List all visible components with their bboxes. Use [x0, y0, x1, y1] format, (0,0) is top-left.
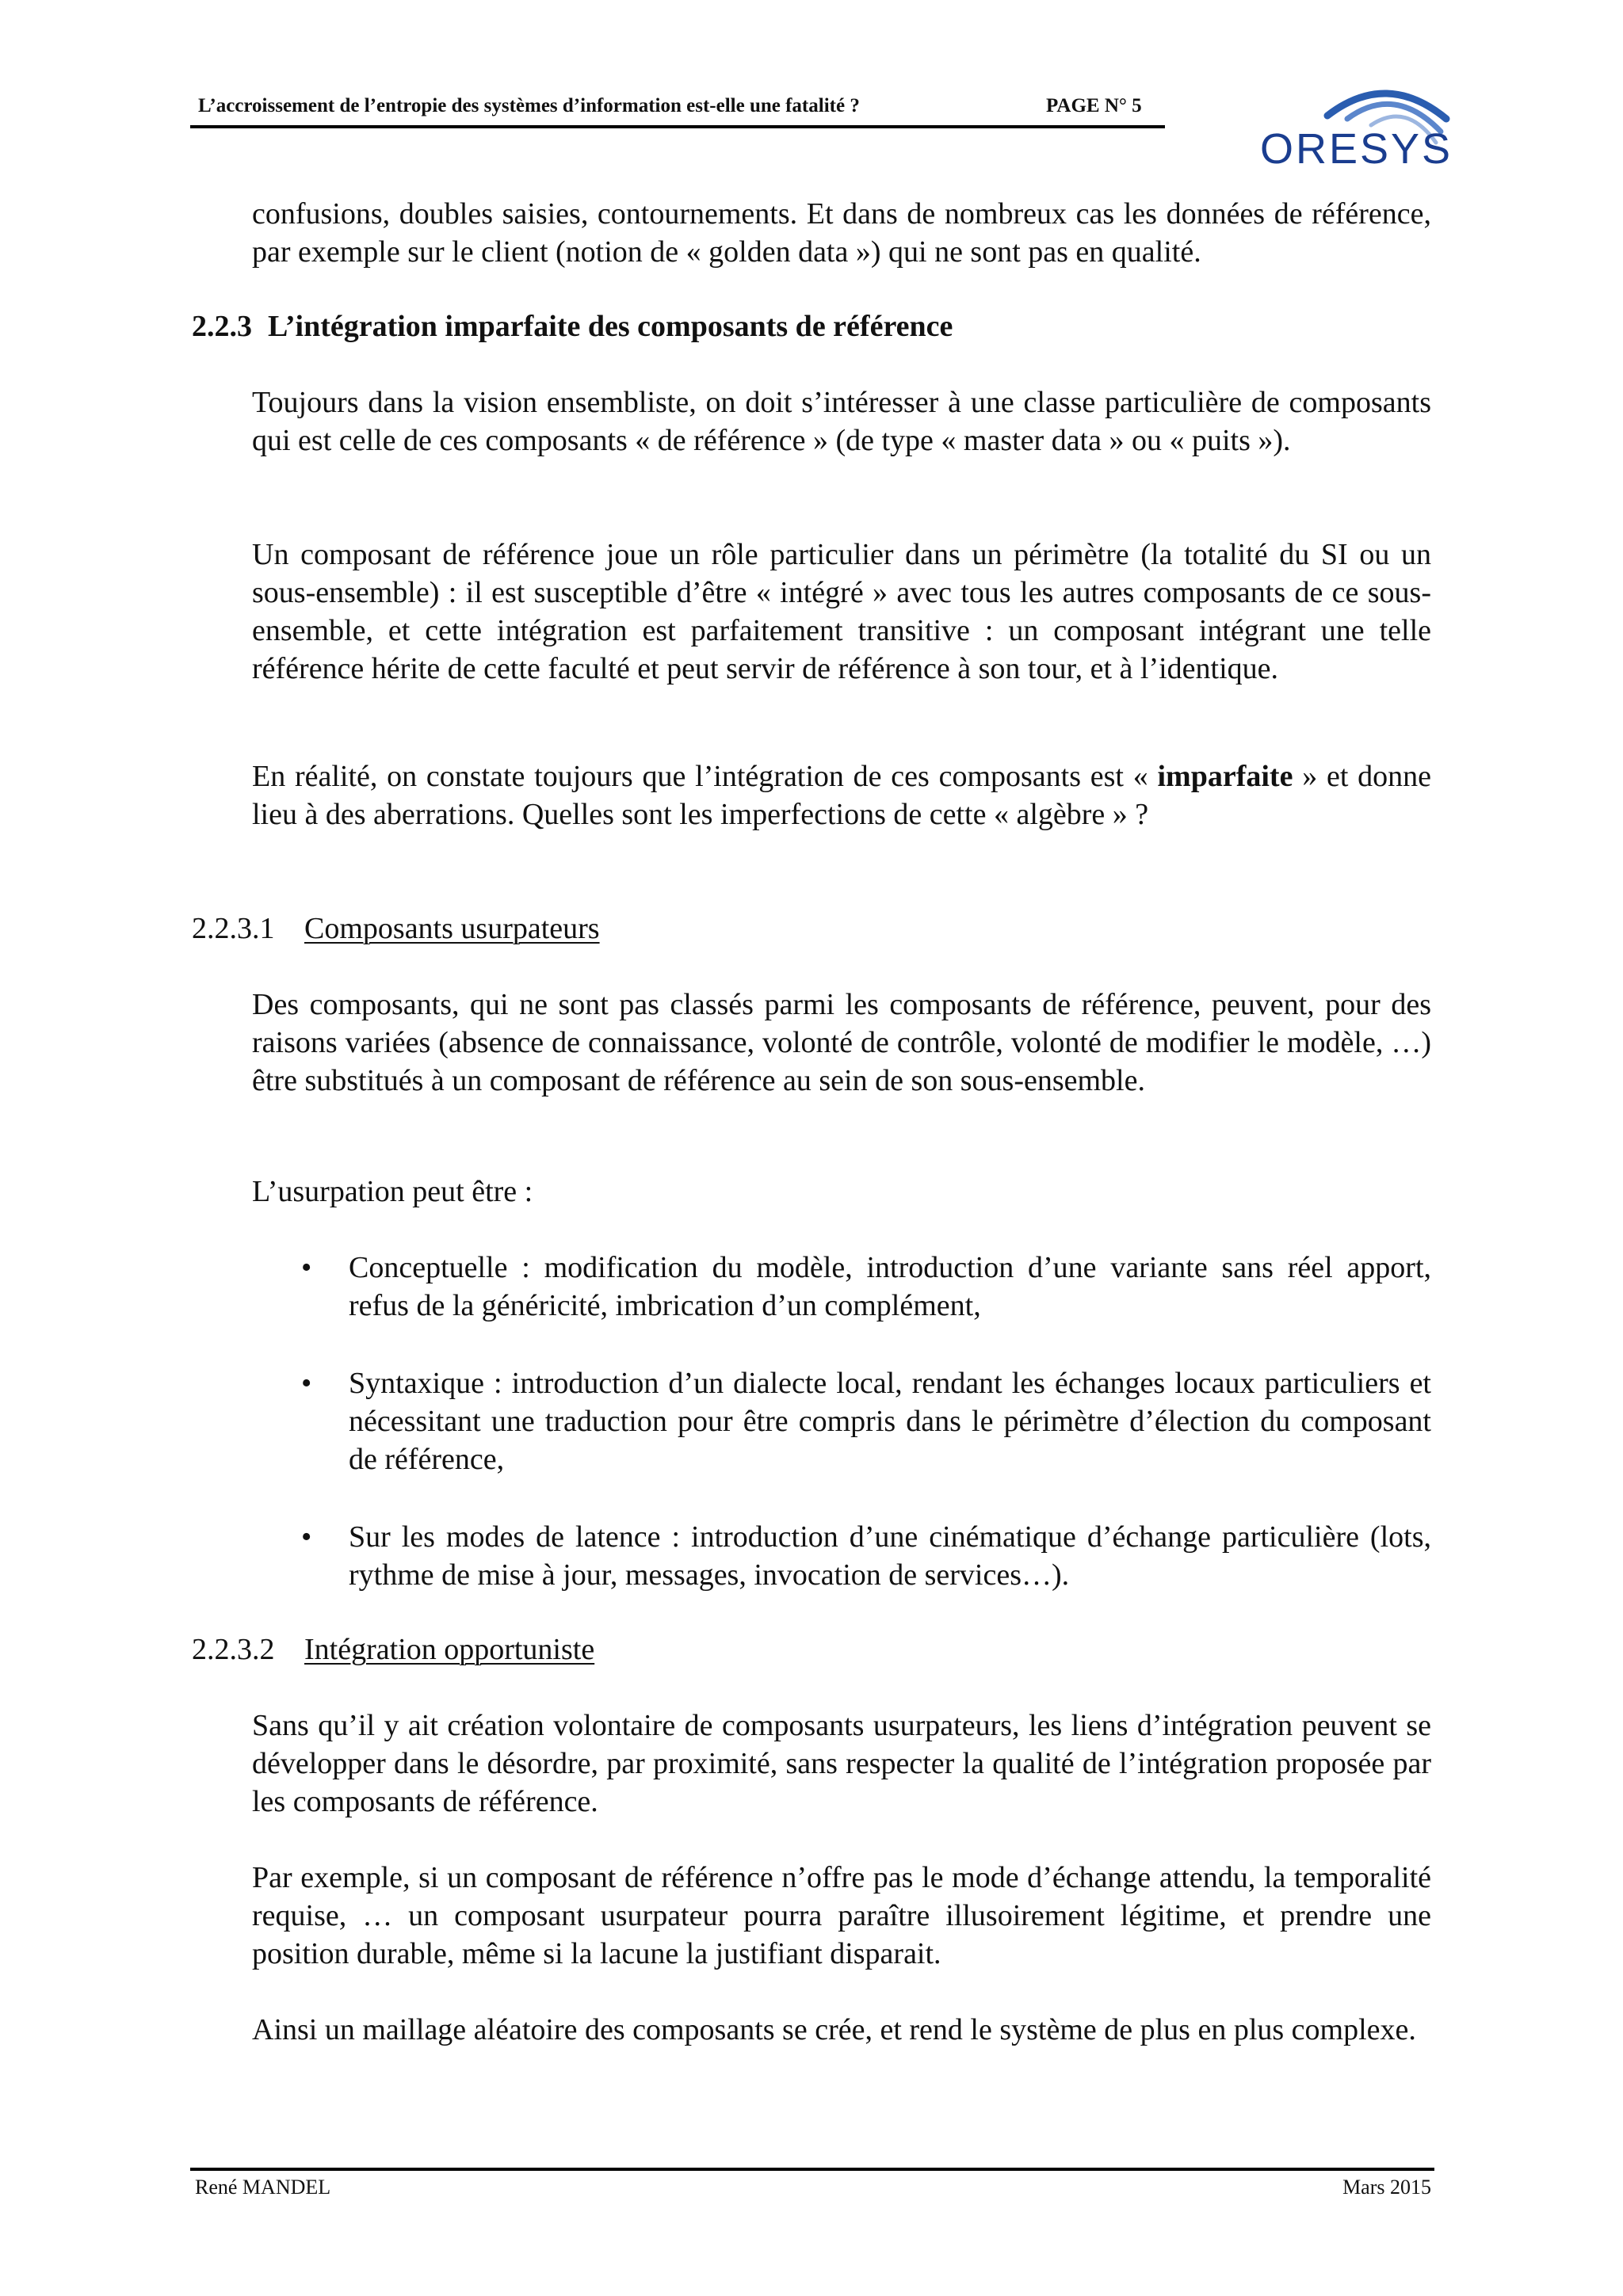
- subsection-number: 2.2.3.1: [192, 912, 275, 945]
- intro-paragraph: confusions, doubles saisies, contournements. Et dans de nombreux cas les données de référence, par exemple sur le client (notion de « golden data ») qui ne sont pas en qualité.: [252, 197, 1431, 269]
- header-rule: [190, 125, 1165, 128]
- section-heading-2-2-3: [192, 309, 953, 344]
- section-2-2-3-1-paragraph-2: L’usurpation peut être :: [252, 1175, 533, 1208]
- subsection-title: Intégration opportuniste: [304, 1633, 595, 1666]
- bullet-item: [301, 1364, 1431, 1478]
- emphasis-imparfaite: imparfaite: [1157, 760, 1293, 793]
- bullet-text: Syntaxique : introduction d’un dialecte local, rendant les échanges locaux particuliers et nécessitant une traduction pour être compris dans le périmètre d’élection du composant de référence,: [349, 1367, 1431, 1476]
- paragraph-text-end: » et donne lieu à des aberrations. Quelles sont les imperfections de cette « algèbre » ?: [252, 760, 1431, 831]
- running-header-title: L’accroissement de l’entropie des systèmes d’information est-elle une fatalité ?: [198, 95, 860, 116]
- section-2-2-3-paragraph-1: Toujours dans la vision ensembliste, on doit s’intéresser à une classe particulière de composants qui est celle de ces composants « de référence » (de type « master data » ou « puits »).: [252, 386, 1431, 457]
- section-title: L’intégration imparfaite des composants de référence: [268, 310, 953, 343]
- oresys-logo: [1252, 70, 1458, 177]
- bullet-dot-icon: •: [301, 1251, 312, 1284]
- logo-text: ORESYS: [1260, 125, 1453, 173]
- paragraph-text-start: En réalité, on constate toujours que l’intégration de ces composants est «: [252, 760, 1158, 793]
- footer-date: Mars 2015: [1342, 2176, 1431, 2199]
- subsection-heading-2-2-3-2: [192, 1632, 594, 1667]
- section-number: 2.2.3: [192, 310, 252, 343]
- section-2-2-3-2-paragraph-2: Par exemple, si un composant de référence n’offre pas le mode d’échange attendu, la temporalité requise, … un composant usurpateur pourra paraître illusoirement légitime, et prendre une position durable, même si la lacune la justifiant disparait.: [252, 1861, 1431, 1970]
- footer-author: René MANDEL: [195, 2176, 331, 2199]
- bullet-text: Conceptuelle : modification du modèle, introduction d’une variante sans réel apport, refus de la généricité, imbrication d’un complément,: [349, 1251, 1431, 1322]
- page-number: PAGE N° 5: [1046, 95, 1142, 116]
- section-2-2-3-paragraph-2: Un composant de référence joue un rôle particulier dans un périmètre (la totalité du SI ou un sous-ensemble) : il est susceptible d’être « intégré » avec tous les autres composants de ce sous-ensemble, et cette intégration est parfaitement transitive : un composant intégrant une telle référence hérite de cette faculté et peut servir de référence à son tour, et à l’identique.: [252, 538, 1431, 685]
- section-2-2-3-1-paragraph-1: Des composants, qui ne sont pas classés parmi les composants de référence, peuvent, pour des raisons variées (absence de connaissance, volonté de contrôle, volonté de modifier le modèle, …) être substitués à un composant de référence au sein de son sous-ensemble.: [252, 988, 1431, 1097]
- bullet-dot-icon: •: [301, 1520, 312, 1554]
- section-2-2-3-2-paragraph-1: Sans qu’il y ait création volontaire de composants usurpateurs, les liens d’intégration peuvent se développer dans le désordre, par proximité, sans respecter la qualité de l’intégration proposée par les composants de référence.: [252, 1709, 1431, 1818]
- bullet-dot-icon: •: [301, 1367, 312, 1400]
- bullet-item: [301, 1518, 1431, 1594]
- bullet-item: [301, 1249, 1431, 1325]
- section-2-2-3-paragraph-3: [252, 757, 1431, 833]
- footer-rule: [190, 2168, 1434, 2171]
- subsection-heading-2-2-3-1: [192, 911, 600, 946]
- subsection-number: 2.2.3.2: [192, 1633, 275, 1666]
- section-2-2-3-2-paragraph-3: Ainsi un maillage aléatoire des composants se crée, et rend le système de plus en plus complexe.: [252, 2013, 1416, 2046]
- bullet-text: Sur les modes de latence : introduction d’une cinématique d’échange particulière (lots, rythme de mise à jour, messages, invocation de services…).: [349, 1520, 1431, 1592]
- subsection-title: Composants usurpateurs: [304, 912, 600, 945]
